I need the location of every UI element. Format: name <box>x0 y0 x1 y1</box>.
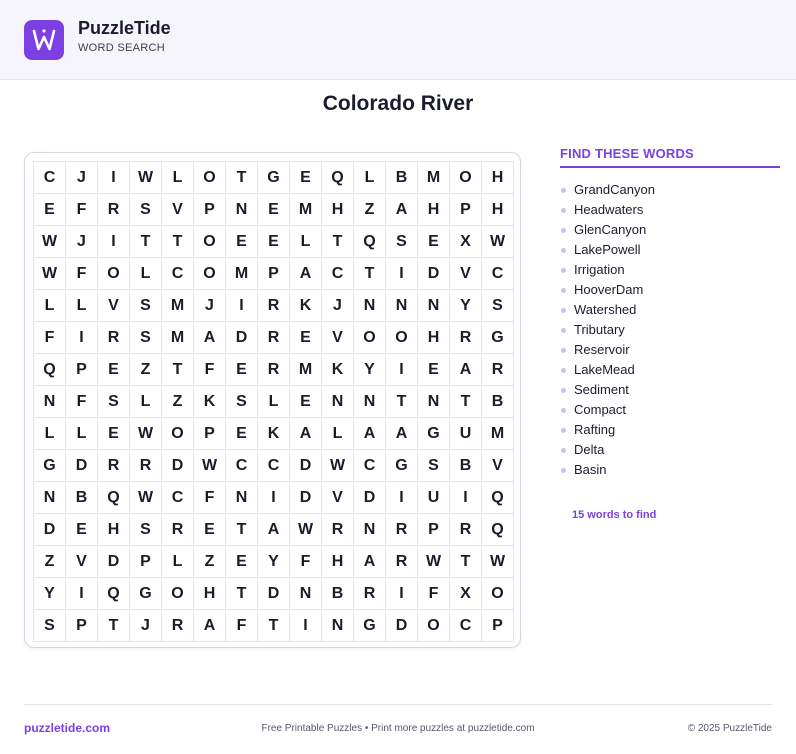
word-label: Compact <box>574 402 627 417</box>
grid-cell[interactable]: P <box>258 258 290 290</box>
word-count: 15 words to find <box>572 509 657 521</box>
grid-cell[interactable]: C <box>162 258 194 290</box>
word-label: LakePowell <box>574 242 641 257</box>
grid-cell[interactable]: D <box>418 258 450 290</box>
grid-cell[interactable]: O <box>194 258 226 290</box>
grid-cell[interactable]: M <box>162 322 194 354</box>
grid-cell[interactable]: I <box>66 322 98 354</box>
grid-cell[interactable]: T <box>130 226 162 258</box>
bullet-icon <box>561 408 566 413</box>
grid-cell[interactable]: W <box>322 450 354 482</box>
grid-cell[interactable]: F <box>34 322 66 354</box>
grid-cell[interactable]: R <box>354 578 386 610</box>
grid-cell[interactable]: W <box>130 482 162 514</box>
grid-cell[interactable]: G <box>34 450 66 482</box>
puzzle-title: Colorado River <box>322 92 474 115</box>
grid-cell[interactable]: R <box>98 194 130 226</box>
grid-cell[interactable]: T <box>322 226 354 258</box>
grid-cell[interactable]: J <box>130 610 162 642</box>
grid-cell[interactable]: P <box>482 610 514 642</box>
grid-cell[interactable]: M <box>418 162 450 194</box>
grid-cell[interactable]: Z <box>354 194 386 226</box>
grid-cell[interactable]: D <box>386 610 418 642</box>
grid-cell[interactable]: L <box>162 162 194 194</box>
grid-cell[interactable]: H <box>482 194 514 226</box>
grid-cell[interactable]: I <box>258 482 290 514</box>
grid-cell[interactable]: K <box>194 386 226 418</box>
grid-cell[interactable]: M <box>290 354 322 386</box>
grid-cell[interactable]: S <box>130 514 162 546</box>
grid-cell[interactable]: B <box>66 482 98 514</box>
grid-cell[interactable]: V <box>322 322 354 354</box>
grid-cell[interactable]: E <box>98 418 130 450</box>
grid-cell[interactable]: B <box>482 386 514 418</box>
grid-cell[interactable]: H <box>322 194 354 226</box>
grid-cell[interactable]: Q <box>322 162 354 194</box>
grid-cell[interactable]: E <box>258 194 290 226</box>
grid-cell[interactable]: T <box>226 578 258 610</box>
grid-cell[interactable]: S <box>34 610 66 642</box>
grid-cell[interactable]: O <box>386 322 418 354</box>
grid-cell[interactable]: T <box>450 546 482 578</box>
grid-cell[interactable]: E <box>418 354 450 386</box>
grid-cell[interactable]: X <box>450 578 482 610</box>
grid-cell[interactable]: N <box>354 290 386 322</box>
grid-cell[interactable]: G <box>130 578 162 610</box>
grid-cell[interactable]: D <box>66 450 98 482</box>
grid-cell[interactable]: W <box>34 258 66 290</box>
grid-cell[interactable]: O <box>162 418 194 450</box>
grid-cell[interactable]: W <box>130 418 162 450</box>
grid-cell[interactable]: M <box>162 290 194 322</box>
grid-cell[interactable]: Q <box>98 482 130 514</box>
grid-cell[interactable]: T <box>98 610 130 642</box>
grid-cell[interactable]: S <box>482 290 514 322</box>
grid-cell[interactable]: R <box>258 354 290 386</box>
bullet-icon <box>561 188 566 193</box>
grid-cell[interactable]: Z <box>34 546 66 578</box>
word-list-item <box>560 340 780 360</box>
grid-cell[interactable]: L <box>34 290 66 322</box>
grid-cell[interactable]: A <box>450 354 482 386</box>
grid-cell[interactable]: R <box>98 322 130 354</box>
grid-cell[interactable]: D <box>354 482 386 514</box>
grid-cell[interactable]: E <box>290 322 322 354</box>
grid-cell[interactable]: I <box>290 610 322 642</box>
grid-cell[interactable]: Y <box>450 290 482 322</box>
grid-cell[interactable]: I <box>98 226 130 258</box>
grid-cell[interactable]: V <box>66 546 98 578</box>
grid-cell[interactable]: N <box>354 386 386 418</box>
word-list-item <box>560 220 780 240</box>
word-list-item <box>560 280 780 300</box>
grid-cell[interactable]: A <box>258 514 290 546</box>
grid-cell[interactable]: E <box>98 354 130 386</box>
grid-cell[interactable]: L <box>162 546 194 578</box>
word-list-item <box>560 180 780 200</box>
grid-cell[interactable]: P <box>130 546 162 578</box>
grid-cell[interactable]: B <box>386 162 418 194</box>
grid-cell[interactable]: F <box>290 546 322 578</box>
grid-cell[interactable]: F <box>66 258 98 290</box>
bullet-icon <box>561 208 566 213</box>
grid-cell[interactable]: D <box>258 578 290 610</box>
grid-cell[interactable]: V <box>450 258 482 290</box>
grid-cell[interactable]: W <box>482 226 514 258</box>
word-label: GrandCanyon <box>574 182 655 197</box>
grid-cell[interactable]: P <box>66 354 98 386</box>
grid-cell[interactable]: I <box>226 290 258 322</box>
grid-cell[interactable]: B <box>322 578 354 610</box>
grid-cell[interactable]: P <box>194 194 226 226</box>
grid-cell[interactable]: E <box>226 354 258 386</box>
bullet-icon <box>561 368 566 373</box>
grid-cell[interactable]: X <box>450 226 482 258</box>
grid-cell[interactable]: P <box>450 194 482 226</box>
grid-cell[interactable]: P <box>194 418 226 450</box>
bullet-icon <box>561 308 566 313</box>
grid-cell[interactable]: C <box>450 610 482 642</box>
grid-cell[interactable]: T <box>226 514 258 546</box>
grid-cell[interactable]: T <box>386 386 418 418</box>
grid-cell[interactable]: L <box>290 226 322 258</box>
grid-cell[interactable]: W <box>194 450 226 482</box>
grid-cell[interactable]: I <box>386 258 418 290</box>
grid-cell[interactable]: E <box>194 514 226 546</box>
word-list-item <box>560 420 780 440</box>
grid-cell[interactable]: L <box>322 418 354 450</box>
grid-cell[interactable]: A <box>386 194 418 226</box>
bullet-icon <box>561 468 566 473</box>
word-list-item <box>560 200 780 220</box>
grid-cell[interactable]: I <box>66 578 98 610</box>
grid-cell[interactable]: E <box>66 514 98 546</box>
bullet-icon <box>561 248 566 253</box>
grid-cell[interactable]: R <box>258 322 290 354</box>
grid-cell[interactable]: U <box>450 418 482 450</box>
grid-cell[interactable]: A <box>386 418 418 450</box>
grid-cell[interactable]: O <box>162 578 194 610</box>
word-list-item <box>560 400 780 420</box>
grid-cell[interactable]: V <box>322 482 354 514</box>
grid-cell[interactable]: N <box>322 386 354 418</box>
grid-cell[interactable]: C <box>34 162 66 194</box>
grid-cell[interactable]: O <box>98 258 130 290</box>
grid-cell[interactable]: N <box>290 578 322 610</box>
bullet-icon <box>561 228 566 233</box>
word-list-item <box>560 240 780 260</box>
grid-cell[interactable]: R <box>98 450 130 482</box>
w-letter-logo-icon[interactable] <box>24 20 64 60</box>
grid-cell[interactable]: V <box>482 450 514 482</box>
word-list-item <box>560 320 780 340</box>
word-list-item <box>560 460 780 480</box>
grid-cell[interactable]: R <box>258 290 290 322</box>
grid-cell[interactable]: F <box>418 578 450 610</box>
puzzle-board <box>24 152 521 648</box>
word-list-item <box>560 300 780 320</box>
grid-cell[interactable]: O <box>194 226 226 258</box>
grid-cell[interactable]: F <box>66 386 98 418</box>
grid-cell[interactable]: S <box>130 194 162 226</box>
grid-cell[interactable]: L <box>34 418 66 450</box>
word-list-item <box>560 440 780 460</box>
grid-cell[interactable]: M <box>290 194 322 226</box>
grid-cell[interactable]: T <box>226 162 258 194</box>
word-list-panel <box>560 146 780 480</box>
grid-cell[interactable]: Q <box>482 482 514 514</box>
grid-cell[interactable]: N <box>226 194 258 226</box>
grid-cell[interactable]: F <box>66 194 98 226</box>
grid-cell[interactable]: R <box>482 354 514 386</box>
bullet-icon <box>561 428 566 433</box>
grid-cell[interactable]: E <box>226 226 258 258</box>
grid-cell[interactable]: N <box>322 610 354 642</box>
grid-cell[interactable]: H <box>194 578 226 610</box>
grid-cell[interactable]: Q <box>98 578 130 610</box>
grid-cell[interactable]: Z <box>130 354 162 386</box>
word-label: Rafting <box>574 422 616 437</box>
grid-cell[interactable]: R <box>450 514 482 546</box>
grid-cell[interactable]: D <box>34 514 66 546</box>
grid-cell[interactable]: L <box>130 258 162 290</box>
grid-cell[interactable]: G <box>418 418 450 450</box>
grid-cell[interactable]: C <box>354 450 386 482</box>
grid-cell[interactable]: Y <box>258 546 290 578</box>
grid-cell[interactable]: R <box>450 322 482 354</box>
grid-cell[interactable]: O <box>354 322 386 354</box>
grid-cell[interactable]: E <box>226 418 258 450</box>
footer-divider <box>24 704 772 705</box>
grid-cell[interactable]: Q <box>34 354 66 386</box>
grid-cell[interactable]: E <box>34 194 66 226</box>
grid-cell[interactable]: A <box>354 546 386 578</box>
grid-cell[interactable]: C <box>482 258 514 290</box>
grid-cell[interactable]: W <box>290 514 322 546</box>
word-label: Basin <box>574 462 607 477</box>
bullet-icon <box>561 348 566 353</box>
grid-cell[interactable]: D <box>290 450 322 482</box>
footer-site-link[interactable]: puzzletide.com <box>24 721 111 735</box>
grid-cell[interactable]: C <box>162 482 194 514</box>
bullet-icon <box>561 288 566 293</box>
grid-cell[interactable]: R <box>162 514 194 546</box>
grid-cell[interactable]: N <box>354 514 386 546</box>
word-label: HooverDam <box>574 282 644 297</box>
grid-cell[interactable]: P <box>418 514 450 546</box>
grid-cell[interactable]: W <box>482 546 514 578</box>
grid-cell[interactable]: V <box>98 290 130 322</box>
grid-cell[interactable]: L <box>66 290 98 322</box>
grid-cell[interactable]: A <box>290 258 322 290</box>
grid-cell[interactable]: Y <box>354 354 386 386</box>
grid-cell[interactable]: H <box>482 162 514 194</box>
grid-cell[interactable]: T <box>258 610 290 642</box>
grid-cell[interactable]: E <box>418 226 450 258</box>
grid-cell[interactable]: L <box>258 386 290 418</box>
grid-cell[interactable]: E <box>226 546 258 578</box>
brand-tagline: WORD SEARCH <box>78 42 166 54</box>
grid-cell[interactable]: G <box>258 162 290 194</box>
word-label: LakeMead <box>574 362 635 377</box>
grid-cell[interactable]: T <box>162 354 194 386</box>
word-label: Delta <box>574 442 605 457</box>
grid-cell[interactable]: F <box>194 354 226 386</box>
grid-cell[interactable]: N <box>386 290 418 322</box>
bullet-icon <box>561 448 566 453</box>
grid-cell[interactable]: L <box>130 386 162 418</box>
grid-cell[interactable]: N <box>226 482 258 514</box>
word-label: Watershed <box>574 302 637 317</box>
grid-cell[interactable]: K <box>258 418 290 450</box>
grid-cell[interactable]: W <box>130 162 162 194</box>
bullet-icon <box>561 388 566 393</box>
grid-cell[interactable]: R <box>322 514 354 546</box>
grid-cell[interactable]: S <box>386 226 418 258</box>
word-label: GlenCanyon <box>574 222 647 237</box>
letter-grid <box>33 161 514 642</box>
grid-cell[interactable]: O <box>450 162 482 194</box>
grid-cell[interactable]: P <box>66 610 98 642</box>
grid-cell[interactable]: A <box>194 322 226 354</box>
grid-cell[interactable]: R <box>386 546 418 578</box>
grid-cell[interactable]: B <box>450 450 482 482</box>
grid-cell[interactable]: S <box>418 450 450 482</box>
grid-cell[interactable]: F <box>194 482 226 514</box>
grid-cell[interactable]: O <box>418 610 450 642</box>
grid-cell[interactable]: J <box>66 226 98 258</box>
grid-cell[interactable]: N <box>34 482 66 514</box>
grid-cell[interactable]: U <box>418 482 450 514</box>
word-list-item <box>560 260 780 280</box>
grid-cell[interactable]: E <box>290 162 322 194</box>
grid-cell[interactable]: J <box>322 290 354 322</box>
grid-cell[interactable]: D <box>290 482 322 514</box>
word-label: Reservoir <box>574 342 630 357</box>
word-label: Headwaters <box>574 202 644 217</box>
grid-cell[interactable]: T <box>162 226 194 258</box>
grid-cell[interactable]: Z <box>194 546 226 578</box>
grid-cell[interactable]: W <box>418 546 450 578</box>
grid-cell[interactable]: H <box>418 194 450 226</box>
grid-cell[interactable]: S <box>130 290 162 322</box>
grid-cell[interactable]: T <box>354 258 386 290</box>
word-label: Tributary <box>574 322 625 337</box>
grid-cell[interactable]: M <box>482 418 514 450</box>
grid-cell[interactable]: V <box>162 194 194 226</box>
brand-name[interactable]: PuzzleTide <box>78 18 171 38</box>
word-label: Irrigation <box>574 262 625 277</box>
grid-cell[interactable]: I <box>386 578 418 610</box>
grid-cell[interactable]: J <box>66 162 98 194</box>
bullet-icon <box>561 268 566 273</box>
word-list-item <box>560 360 780 380</box>
grid-cell[interactable]: E <box>258 226 290 258</box>
grid-cell[interactable]: G <box>482 322 514 354</box>
grid-cell[interactable]: S <box>98 386 130 418</box>
grid-cell[interactable]: Y <box>34 578 66 610</box>
grid-cell[interactable]: C <box>258 450 290 482</box>
grid-cell[interactable]: I <box>450 482 482 514</box>
grid-cell[interactable]: L <box>66 418 98 450</box>
grid-cell[interactable]: I <box>98 162 130 194</box>
word-label: Sediment <box>574 382 629 397</box>
grid-cell[interactable]: J <box>194 290 226 322</box>
grid-cell[interactable]: A <box>194 610 226 642</box>
grid-cell[interactable]: C <box>322 258 354 290</box>
grid-cell[interactable]: F <box>226 610 258 642</box>
grid-cell[interactable]: S <box>226 386 258 418</box>
grid-cell[interactable]: R <box>386 514 418 546</box>
footer-copyright: © 2025 PuzzleTide <box>687 723 772 734</box>
grid-cell[interactable]: N <box>418 386 450 418</box>
grid-cell[interactable]: A <box>290 418 322 450</box>
grid-cell[interactable]: H <box>98 514 130 546</box>
word-list <box>560 180 780 480</box>
grid-cell[interactable]: H <box>322 546 354 578</box>
grid-cell[interactable]: W <box>34 226 66 258</box>
site-header <box>0 0 796 80</box>
grid-cell[interactable]: H <box>418 322 450 354</box>
word-list-heading: FIND THESE WORDS <box>560 146 780 168</box>
grid-cell[interactable]: I <box>386 354 418 386</box>
word-list-item <box>560 380 780 400</box>
grid-cell[interactable]: L <box>354 162 386 194</box>
grid-cell[interactable]: I <box>386 482 418 514</box>
grid-cell[interactable]: R <box>130 450 162 482</box>
grid-cell[interactable]: E <box>290 386 322 418</box>
grid-cell[interactable]: K <box>322 354 354 386</box>
grid-cell[interactable]: D <box>98 546 130 578</box>
grid-cell[interactable]: T <box>450 386 482 418</box>
grid-cell[interactable]: Q <box>482 514 514 546</box>
grid-cell[interactable]: N <box>34 386 66 418</box>
bullet-icon <box>561 328 566 333</box>
grid-cell[interactable]: Z <box>162 386 194 418</box>
grid-cell[interactable]: R <box>162 610 194 642</box>
grid-cell[interactable]: Q <box>354 226 386 258</box>
grid-cell[interactable]: M <box>226 258 258 290</box>
grid-cell[interactable]: G <box>354 610 386 642</box>
grid-cell[interactable]: G <box>386 450 418 482</box>
grid-cell[interactable]: O <box>482 578 514 610</box>
grid-cell[interactable]: N <box>418 290 450 322</box>
grid-cell[interactable]: D <box>226 322 258 354</box>
grid-cell[interactable]: D <box>162 450 194 482</box>
footer-tagline: Free Printable Puzzles • Print more puzzles at puzzletide.com <box>261 723 535 734</box>
grid-cell[interactable]: C <box>226 450 258 482</box>
grid-cell[interactable]: K <box>290 290 322 322</box>
grid-cell[interactable]: O <box>194 162 226 194</box>
grid-cell[interactable]: A <box>354 418 386 450</box>
grid-cell[interactable]: S <box>130 322 162 354</box>
